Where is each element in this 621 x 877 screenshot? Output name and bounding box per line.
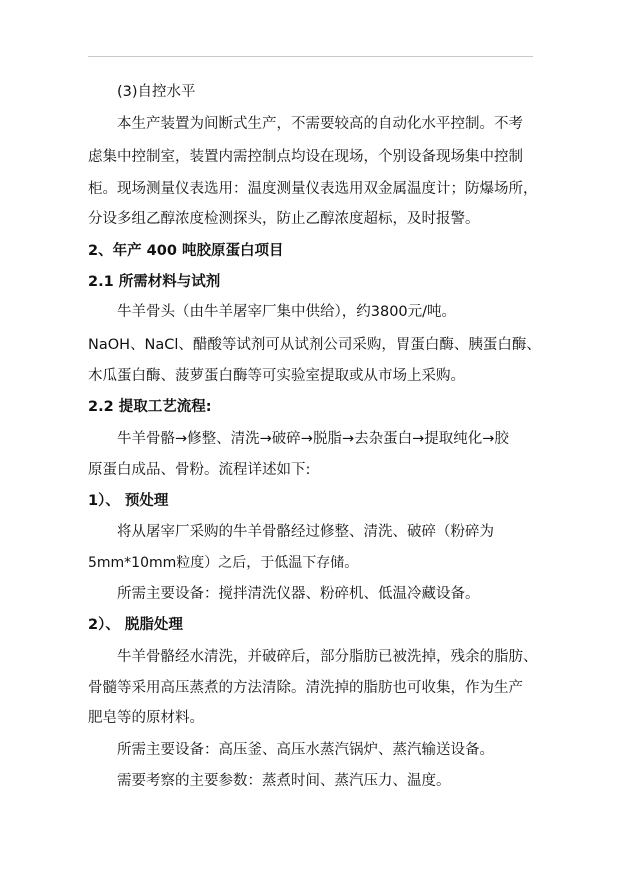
step1-line-2: 5mm*10mm粒度）之后，于低温下存储。 [88, 555, 359, 571]
heading-2-1: 2.1 所需材料与试剂 [88, 274, 221, 290]
step2-line-3: 肥皂等的原材料。 [88, 710, 204, 726]
header-rule [88, 56, 533, 57]
process-line-1: 牛羊骨骼→修整、清洗→破碎→脱脂→去杂蛋白→提取纯化→胶 [117, 431, 509, 447]
section3-title: (3)自控水平 [117, 84, 196, 100]
step2-params: 需要考察的主要参数：蒸煮时间、蒸汽压力、温度。 [117, 773, 451, 789]
step2-equipment: 所需主要设备：高压釜、高压水蒸汽锅炉、蒸汽输送设备。 [117, 742, 494, 758]
process-line-2: 原蛋白成品、骨粉。流程详述如下: [88, 462, 311, 478]
step1-line-1: 将从屠宰厂采购的牛羊骨骼经过修整、清洗、破碎（粉碎为 [117, 524, 494, 540]
heading-2-2: 2.2 提取工艺流程: [88, 399, 212, 415]
step2-title: 2）、 脱脂处理 [88, 617, 183, 633]
step2-line-2: 骨髓等采用高压蒸煮的方法清除。清洗掉的脂肪也可收集，作为生产 [88, 680, 523, 696]
section3-line-3: 柜。现场测量仪表选用：温度测量仪表选用双金属温度计；防爆场所， [88, 181, 538, 197]
materials-line-1: 牛羊骨头（由牛羊屠宰厂集中供给），约3800元/吨。 [117, 304, 457, 320]
section3-line-4: 分设多组乙醇浓度检测探头，防止乙醇浓度超标，及时报警。 [88, 211, 480, 227]
section3-line-2: 虑集中控制室，装置内需控制点均设在现场，个别设备现场集中控制 [88, 149, 523, 165]
materials-line-2: NaOH、NaCl、醋酸等试剂可从试剂公司采购，胃蛋白酶、胰蛋白酶、 [88, 337, 541, 353]
step2-line-1: 牛羊骨骼经水清洗，并破碎后，部分脂肪已被洗掉，残余的脂肪、 [117, 649, 538, 665]
section3-line-1: 本生产装置为间断式生产，不需要较高的自动化水平控制。不考 [117, 116, 523, 132]
materials-line-3: 木瓜蛋白酶、菠萝蛋白酶等可实验室提取或从市场上采购。 [88, 368, 465, 384]
step1-title: 1）、 预处理 [88, 493, 169, 509]
step1-equipment: 所需主要设备：搅拌清洗仪器、粉碎机、低温冷藏设备。 [117, 586, 480, 602]
project-heading: 2、年产 400 吨胶原蛋白项目 [88, 243, 284, 259]
